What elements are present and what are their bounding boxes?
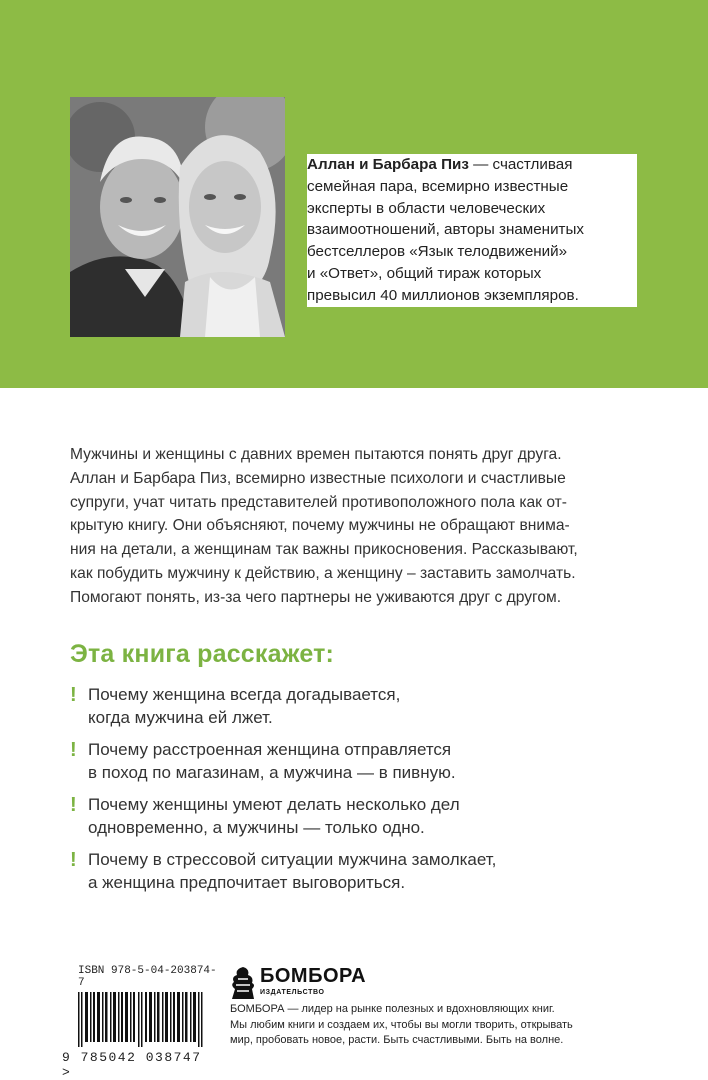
barcode-icon [78,992,214,1047]
publisher-subtitle: ИЗДАТЕЛЬСТВО [260,989,325,996]
author-bio-first-rest: — счастливая [473,156,573,173]
publisher-logo [230,963,370,1003]
authors-photo [70,97,285,337]
description-line: супруги, учат читать представителей противоположного пола как от- [70,493,567,511]
publisher-line: мир, пробовать новое, расти. Быть счастливыми. Быть на волне. [230,1034,564,1046]
author-names: Аллан и Барбара Пиз [307,156,469,173]
bullet-item [70,683,640,729]
barcode-digits: 9 785042 038747 > [62,1050,202,1080]
bullet-line: Почему в стрессовой ситуации мужчина замолкает, [88,850,497,869]
isbn-label: ISBN 978-5-04-203874-7 [78,965,217,989]
author-bio-line: и «Ответ», общий тираж которых [307,264,542,282]
author-bio [307,154,637,307]
author-bio-line: превысил 40 миллионов экземпляров. [307,286,579,304]
author-bio-line: бестселлеров «Язык телодвижений» [307,243,568,261]
bullet-line: Почему расстроенная женщина отправляется [88,740,452,759]
exclamation-icon: ! [70,849,77,871]
description-line: Аллан и Барбара Пиз, всемирно известные психологи и счастливые [70,469,566,487]
bullet-item [70,738,640,784]
publisher-description [230,1002,650,1049]
bombora-logo-icon [230,965,256,1001]
description-line: крытую книгу. Они объясняют, почему мужчины не обращают внима- [70,517,570,535]
author-bio-line: семейная пара, всемирно известные [307,177,569,195]
description-line: Мужчины и женщины с давних времен пытаются понять друг друга. [70,446,562,463]
bullet-item [70,848,640,894]
bullet-line: Почему женщины умеют делать несколько дел [88,795,460,814]
publisher-name: БОМБОРА [260,965,367,987]
bullet-list [70,683,640,903]
exclamation-icon: ! [70,684,77,706]
book-description [70,443,640,610]
bullet-item [70,793,640,839]
author-bio-line: взаимоотношений, авторы знаменитых [307,221,585,239]
description-line: ния на детали, а женщинам так важны прикосновения. Рассказывают, [70,541,578,559]
description-line: как побудить мужчину к действию, а женщину – заставить замолчать. [70,564,576,582]
bullet-line: а женщина предпочитает выговориться. [88,873,406,892]
bullet-line: одновременно, а мужчины — только одно. [88,818,425,837]
exclamation-icon: ! [70,794,77,816]
publisher-line: Мы любим книги и создаем их, чтобы вы могли творить, открывать [230,1018,573,1031]
section-title: Эта книга расскажет: [70,640,335,668]
exclamation-icon: ! [70,739,77,761]
description-line: Помогают понять, из-за чего партнеры не уживаются друг с другом. [70,588,562,606]
bullet-line: когда мужчина ей лжет. [88,708,273,727]
bullet-line: Почему женщина всегда догадывается, [88,685,401,704]
publisher-line: БОМБОРА — лидер на рынке полезных и вдохновляющих книг. [230,1003,555,1015]
author-bio-line: эксперты в области человеческих [307,199,546,217]
bullet-line: в поход по магазинам, а мужчина — в пивную. [88,763,456,782]
barcode-block [62,965,220,1080]
